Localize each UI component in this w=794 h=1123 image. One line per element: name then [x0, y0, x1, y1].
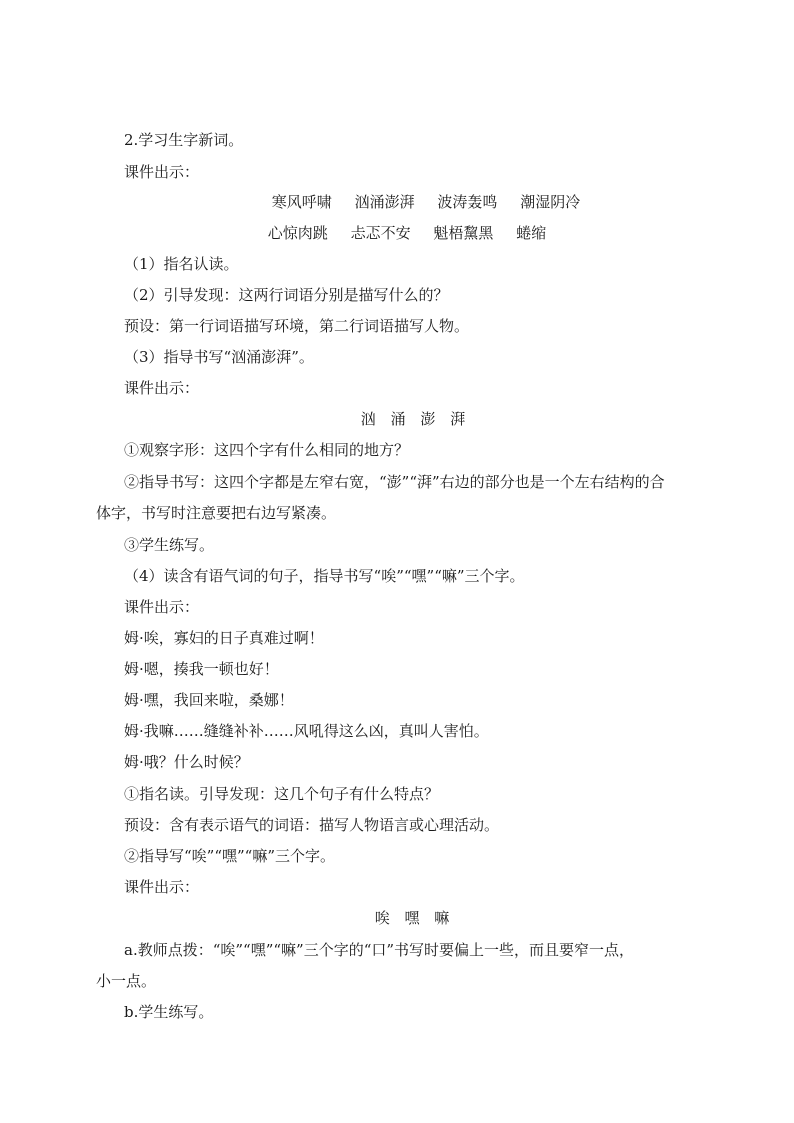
word: 心惊肉跳 — [267, 224, 328, 242]
paragraph: 预设：含有表示语气的词语：描写人物语言或心理活动。 — [124, 816, 500, 834]
chars-row-1 — [0, 409, 794, 429]
courseware-label: 课件出示： — [124, 598, 200, 616]
word: 忐忑不安 — [350, 224, 411, 242]
paragraph: （3）指导书写“汹涌澎湃”。 — [124, 348, 314, 366]
paragraph: ②指导书写：这四个字都是左窄右宽，“澎”“湃”右边的部分也是一个左右结构的合 — [124, 473, 665, 491]
char: 涌 — [390, 410, 406, 428]
char: 嘛 — [434, 909, 450, 927]
word: 汹涌澎湃 — [354, 193, 415, 211]
paragraph: 小一点。 — [96, 972, 157, 990]
courseware-label: 课件出示： — [124, 878, 200, 896]
word: 波涛轰鸣 — [437, 193, 498, 211]
paragraph: （4）读含有语气词的句子，指导书写“唉”“嘿”“嘛”三个字。 — [124, 567, 525, 585]
dialogue-line: 姆·我嘛……缝缝补补……风吼得这么凶，真叫人害怕。 — [124, 722, 489, 740]
dialogue-line: 姆·唉，寡妇的日子真难过啊！ — [124, 629, 324, 647]
char: 唉 — [374, 909, 390, 927]
paragraph: ①观察字形：这四个字有什么相同的地方？ — [124, 441, 410, 459]
dialogue-line: 姆·嗯，揍我一顿也好！ — [124, 660, 279, 678]
char: 湃 — [450, 410, 466, 428]
paragraph: （2）引导发现：这两行词语分别是描写什么的？ — [124, 286, 449, 304]
courseware-label: 课件出示： — [124, 379, 200, 397]
paragraph: ②指导写“唉”“嘿”“嘛”三个字。 — [124, 847, 336, 865]
paragraph: a.教师点拨：“唉”“嘿”“嘛”三个字的“口”书写时要偏上一些，而且要窄一点， — [124, 941, 635, 959]
paragraph: ①指名读。引导发现：这几个句子有什么特点？ — [124, 785, 440, 803]
paragraph: （1）指名认读。 — [124, 255, 239, 273]
word: 寒风呼啸 — [271, 193, 332, 211]
paragraph: 预设：第一行词语描写环境，第二行词语描写人物。 — [124, 317, 470, 335]
chars-row-2 — [0, 908, 794, 928]
section-heading: 2.学习生字新词。 — [124, 131, 244, 149]
word: 魁梧黧黑 — [433, 224, 494, 242]
paragraph: ③学生练写。 — [124, 536, 215, 554]
dialogue-line: 姆·哦？什么时候？ — [124, 753, 249, 771]
word-row-character — [0, 223, 794, 243]
word: 潮湿阴冷 — [520, 193, 581, 211]
char: 嘿 — [404, 909, 420, 927]
word: 蜷缩 — [516, 224, 547, 242]
courseware-label: 课件出示： — [124, 163, 200, 181]
paragraph: b.学生练写。 — [124, 1003, 214, 1021]
dialogue-line: 姆·嘿，我回来啦，桑娜！ — [124, 691, 294, 709]
word-row-environment — [0, 192, 794, 212]
paragraph: 体字，书写时注意要把右边写紧凑。 — [96, 504, 337, 522]
char: 澎 — [420, 410, 436, 428]
char: 汹 — [360, 410, 376, 428]
